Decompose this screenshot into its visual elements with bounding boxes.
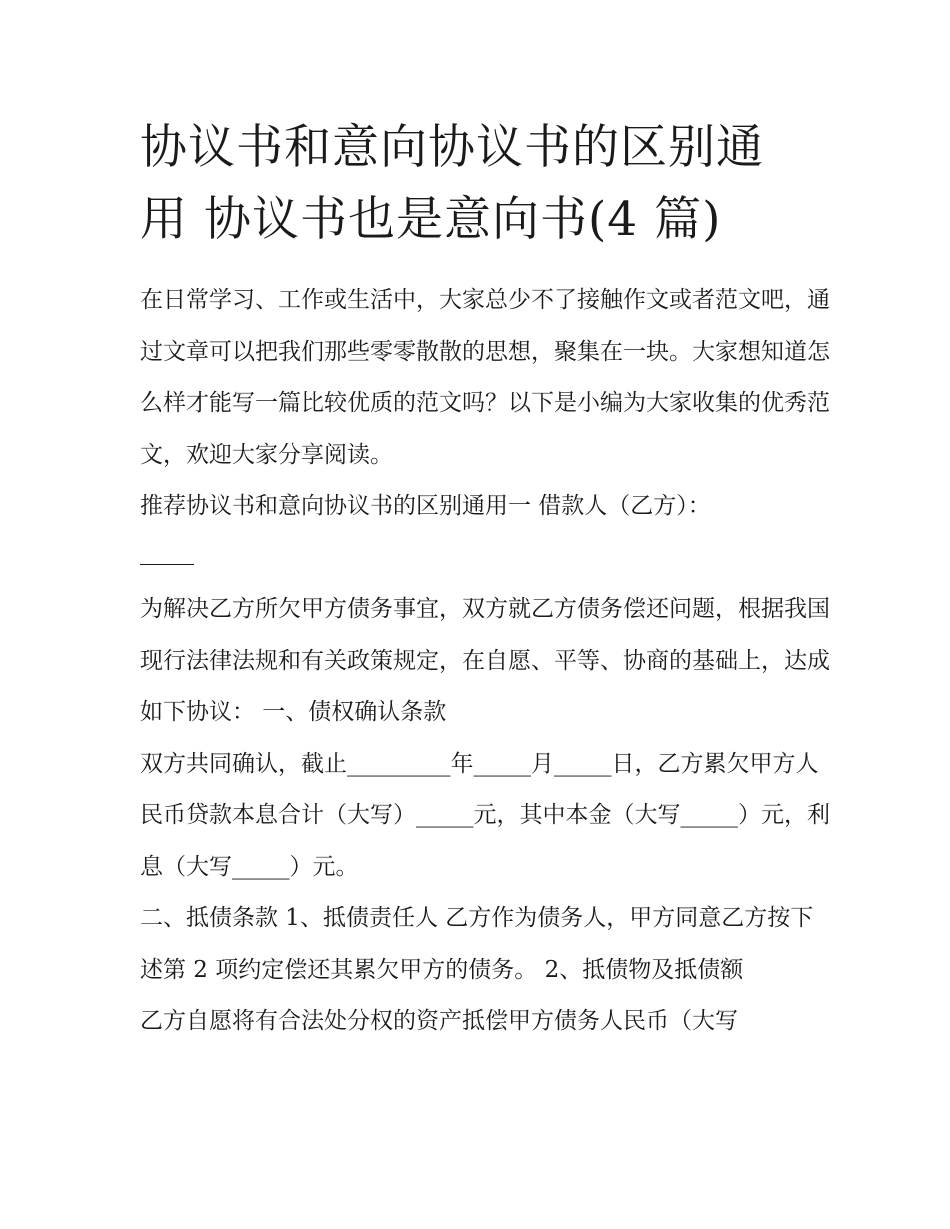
title-line-2: 用 协议书也是意向书(4 篇) [140,192,722,247]
document-title [140,112,820,256]
recommend-paragraph: 推荐协议书和意向协议书的区别通用一 借款人（乙方）： [140,493,711,519]
confirm-paragraph: 双方共同确认，截止_________年_____月_____日，乙方累欠甲方人民币贷款本息合计（大写）_____元，其中本金（大写_____）元，利息（大写_____）元。 [140,750,830,880]
title-line-1: 协议书和意向协议书的区别通 [140,120,764,175]
intro-paragraph: 在日常学习、工作或生活中，大家总少不了接触作文或者范文吧，通过文章可以把我们那些零零散散的思想，聚集在一块。大家想知道怎么样才能写一篇比较优质的范文吗？以下是小编为大家收集的优秀范文，欢迎大家分享阅读。 [140,287,830,468]
assets-paragraph: 乙方自愿将有合法处分权的资产抵偿甲方债务人民币（大写 [140,1008,738,1034]
clause2-paragraph: 二、抵债条款 1、抵债责任人 乙方作为债务人，甲方同意乙方按下述第 2 项约定偿还其累欠甲方的债务。 2、抵债物及抵债额 [140,905,814,983]
signature-blank [140,533,830,585]
document-body [140,275,830,1048]
blank-underline [140,533,194,565]
purpose-paragraph: 为解决乙方所欠甲方债务事宜，双方就乙方债务偿还问题，根据我国现行法律法规和有关政策规定，在自愿、平等、协商的基础上，达成如下协议： 一、债权确认条款 [140,596,830,725]
